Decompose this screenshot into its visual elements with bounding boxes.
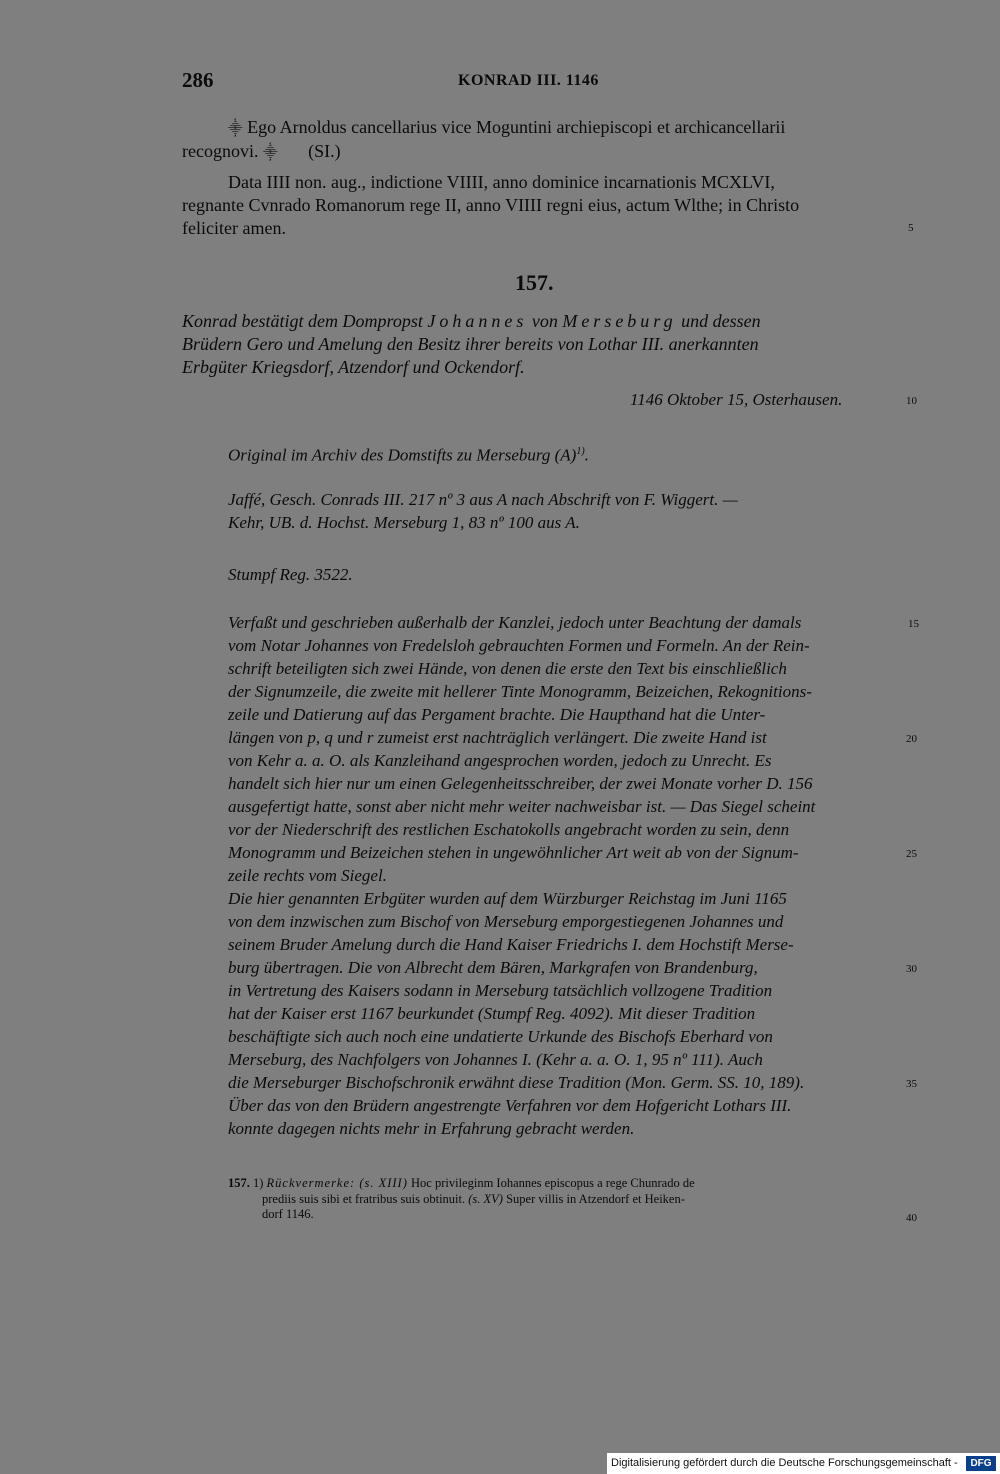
place-name: Merseburg [562,311,677,331]
dating-line-2: regnante Cvnrado Romanorum rege II, anno VIIII regni eius, actum Wlthe; in Christo [182,195,800,215]
commentary-line: die Merseburger Bischofschronik erwähnt diese Tradition (Mon. Germ. SS. 10, 189). [228,1073,805,1092]
commentary-line: hat der Kaiser erst 1167 beurkundet (Stumpf Reg. 4092). Mit dieser Tradition [228,1004,756,1023]
seal-mark: (SI.) [308,141,341,161]
commentary-line: Monogramm und Beizeichen stehen in ungewöhnlicher Art weit ab von der Signum- [228,843,799,862]
commentary-line: vom Notar Johannes von Fredelsloh gebrauchten Formen und Formeln. An der Rein- [228,636,810,655]
commentary-line: handelt sich hier nur um einen Gelegenheitsschreiber, der zwei Monate vorher D. 156 [228,774,813,793]
date-place: 1146 Oktober 15, Osterhausen. [630,390,843,409]
line-number: 15 [908,618,919,630]
person-name: Johannes [427,311,528,331]
dating-line-1: Data IIII non. aug., indictione VIIII, anno dominice incarnationis MCXLVI, [228,172,775,192]
commentary-line: Über das von den Brüdern angestrengte Verfahren vor dem Hofgericht Lothars III. [228,1096,792,1115]
line-number: 20 [906,733,917,745]
line-number: 35 [906,1078,917,1090]
page-number: 286 [182,68,214,92]
commentary-line: beschäftigte sich auch noch eine undatierte Urkunde des Bischofs Eberhard von [228,1027,773,1046]
commentary-line: von Kehr a. a. O. als Kanzleihand angesprochen worden, jedoch zu Unrecht. Es [228,751,772,770]
footnote-line-3: dorf 1146. [262,1207,314,1221]
funding-banner[interactable] [607,1453,1000,1474]
original-note: Original im Archiv des Domstifts zu Merseburg $(A)^{1)}$. [228,445,589,465]
regest-line-3: Erbgüter Kriegsdorf, Atzendorf und Ockendorf. [182,357,525,377]
regest-line-2: Brüdern Gero und Amelung den Besitz ihrer bereits von Lothar III. anerkannten [182,334,759,354]
monogram-icon: ⸎ [228,122,243,137]
recognition-line-2: recognovi. ⸎ (SI.) [182,141,341,161]
regesta-reference: Stumpf Reg. 3522. [228,565,353,584]
document-number: 157. [515,270,554,295]
print-line-1: Jaffé, Gesch. Conrads III. 217 nº 3 aus A nach Abschrift von F. Wiggert. — [228,490,738,509]
commentary-line: Merseburg, des Nachfolgers von Johannes I. (Kehr a. a. O. 1, 95 nº 111). Auch [228,1050,763,1069]
commentary-line: seinem Bruder Amelung durch die Hand Kaiser Friedrichs I. dem Hochstift Merse- [228,935,794,954]
regest-line-1: Konrad bestätigt dem Dompropst Johannes von Merseburg und dessen [182,311,761,331]
commentary-line: Die hier genannten Erbgüter wurden auf dem Würzburger Reichstag im Juni 1165 [228,889,787,908]
commentary-line: zeile rechts vom Siegel. [228,866,387,885]
dfg-logo: DFG [966,1456,996,1471]
commentary-line: schrift beteiligten sich zwei Hände, von denen die erste den Text bis einschließlich [228,659,787,678]
footnote-line-2: prediis suis sibi et fratribus suis obtinuit. (s. XV) Super villis in Atzendorf et Heiken- [262,1192,685,1206]
footnote-line-1: 157. 1) Rückvermerke: (s. XIII) Hoc privileginm Iohannes episcopus a rege Chunrado de [228,1176,695,1190]
commentary-line: burg übertragen. Die von Albrecht dem Bären, Markgrafen von Brandenburg, [228,958,758,977]
commentary-line: Verfaßt und geschrieben außerhalb der Kanzlei, jedoch unter Beachtung der damals [228,613,802,632]
recognition-line-1: ⸎ Ego Arnoldus cancellarius vice Moguntini archiepiscopi et archicancellarii [228,117,786,137]
line-number: 25 [906,848,917,860]
commentary-line: von dem inzwischen zum Bischof von Merseburg emporgestiegenen Johannes und [228,912,784,931]
commentary-line: ausgefertigt hatte, sonst aber nicht mehr weiter nachweisbar ist. — Das Siegel scheint [228,797,816,816]
commentary-line: in Vertretung des Kaisers sodann in Merseburg tatsächlich vollzogene Tradition [228,981,773,1000]
commentary-line: konnte dagegen nichts mehr in Erfahrung gebracht werden. [228,1119,635,1138]
commentary-line: zeile und Datierung auf das Pergament brachte. Die Haupthand hat die Unter- [228,705,766,724]
commentary-line: der Signumzeile, die zweite mit hellerer Tinte Monogramm, Beizeichen, Rekognitions- [228,682,812,701]
monogram-icon: ⸎ [262,146,278,161]
line-number: 10 [906,395,917,407]
line-number: 5 [908,222,914,234]
funding-text: Digitalisierung gefördert durch die Deutsche Forschungsgemeinschaft - [611,1457,958,1469]
commentary-line: vor der Niederschrift des restlichen Eschatokolls angebracht worden zu sein, denn [228,820,790,839]
running-title: KONRAD III. 1146 [458,72,599,89]
line-number: 40 [906,1212,917,1224]
print-line-2: Kehr, UB. d. Hochst. Merseburg 1, 83 nº 100 aus A. [228,513,580,532]
dating-line-3: feliciter amen. [182,218,286,238]
line-number: 30 [906,963,917,975]
commentary-line: längen von p, q und r zumeist erst nachträglich verlängert. Die zweite Hand ist [228,728,767,747]
